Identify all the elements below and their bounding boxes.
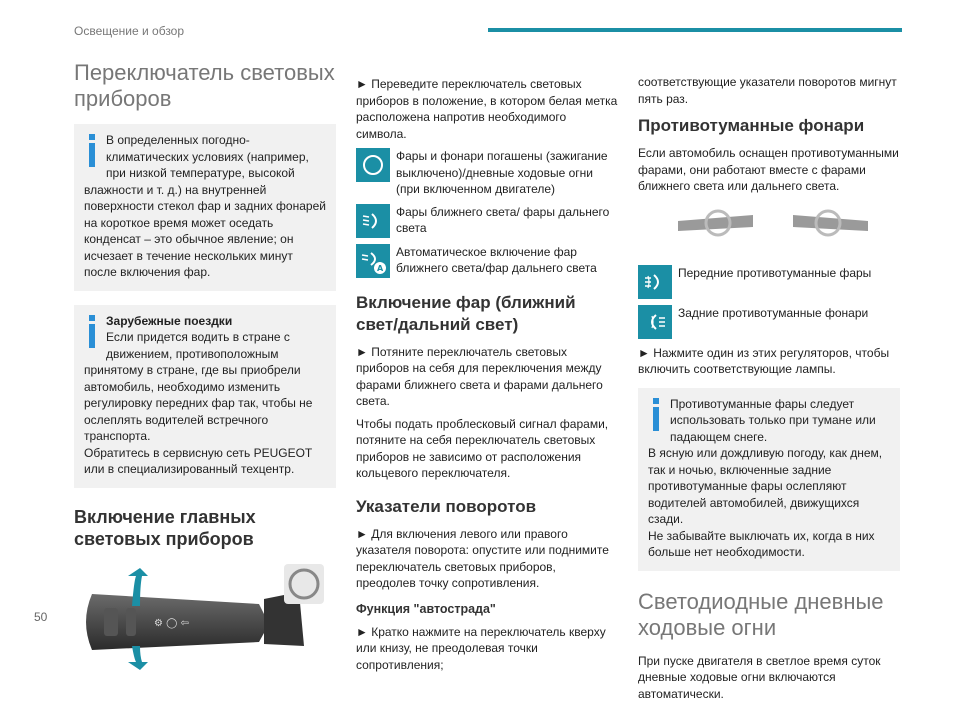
svg-text:A: A — [377, 263, 384, 273]
note-text: В ясную или дождливую погоду, как днем, так и ночью, включенные задние противотуманные фары ослепляют водителей автомобилей, движущихся сзади. — [648, 446, 883, 526]
instruction-text: ► Нажмите один из этих регуляторов, чтобы включить соответствующие лампы. — [638, 345, 890, 376]
heading-fog-lamps: Противотуманные фонари — [638, 116, 865, 135]
note-text: Противотуманные фары следует использовать только при тумане или падающем снеге. — [670, 396, 876, 444]
note-text: Не забывайте выключать их, когда в них больше нет необходимости. — [648, 528, 875, 559]
section-title-light-switch: Переключатель световых приборов — [74, 60, 335, 111]
dipped-beam-icon — [356, 204, 390, 238]
note-text: Если придется водить в стране с движением, противоположным принятому в стране, где вы приобрели автомобиль, необходимо изменить регулировку передних фар так, чтобы не ослеплять водителей встречного транспорта. — [84, 330, 313, 443]
column-2 — [356, 76, 618, 679]
lights-off-icon — [356, 148, 390, 182]
info-icon — [648, 398, 664, 434]
heading-indicators: Указатели поворотов — [356, 496, 537, 516]
symbol-row-auto — [356, 244, 618, 278]
symbol-desc: Фары и фонари погашены (зажигание выключено)/дневные ходовые огни (при включенном двигателе) — [396, 149, 608, 196]
stalk-illustration — [74, 564, 336, 674]
body-text: Чтобы подать проблесковый сигнал фарами, потяните на себя переключатель световых приборов не зависимо от расположения кольцевого переключателя. — [356, 416, 609, 480]
symbol-row-off — [356, 148, 618, 198]
note-title: Зарубежные поездки — [106, 313, 233, 328]
note-text: В определенных погодно-климатических условиях (например, при низкой температуре, высокой влажности и т. д.) на внутренней поверхности стекол фар и задних фонарей на короткое время может оседать конденсат – это обычное явление; он исчезает в течение нескольких минут после включения фар. — [84, 133, 326, 279]
heading-drl: Светодиодные дневные ходовые огни — [638, 588, 884, 640]
header-accent-bar — [488, 28, 902, 32]
info-icon — [84, 315, 100, 351]
subheading-motorway: Функция "автострада" — [356, 601, 496, 616]
auto-lights-icon — [356, 244, 390, 278]
rear-fog-icon — [638, 305, 672, 339]
instruction-text: ► Переведите переключатель световых приборов в положение, в котором белая метка расположена напротив необходимого символа. — [356, 77, 618, 141]
info-note-fog — [638, 388, 900, 571]
running-header: Освещение и обзор — [74, 24, 185, 38]
symbol-desc: Фары ближнего света/ фары дальнего света — [396, 204, 610, 235]
symbol-desc: Задние противотуманные фонари — [678, 305, 869, 320]
symbol-row-dipped — [356, 204, 618, 238]
body-text: При пуске двигателя в светлое время суток дневные ходовые огни включаются автоматически. — [638, 653, 881, 701]
symbol-row-front-fog — [638, 265, 900, 299]
symbol-desc: Автоматическое включение фар ближнего света/фар дальнего света — [396, 244, 597, 275]
symbol-row-rear-fog — [638, 305, 900, 339]
info-icon — [84, 134, 100, 170]
column-3 — [638, 74, 900, 708]
instruction-text: ► Кратко нажмите на переключатель кверху или книзу, не преодолевая точки сопротивления; — [356, 624, 606, 672]
page-number: 50 — [34, 610, 48, 624]
instruction-text: ► Потяните переключатель световых приборов на себя для переключения между фарами ближнего света и фарами дальнего света. — [356, 344, 603, 408]
fog-switch-illustration — [638, 201, 900, 259]
svg-text:⚙ ◯ ⇦: ⚙ ◯ ⇦ — [154, 617, 189, 629]
front-fog-icon — [638, 265, 672, 299]
body-text: соответствующие указатели поворотов мигнут пять раз. — [638, 75, 897, 106]
info-note-abroad — [74, 305, 336, 488]
heading-main-lights: Включение главных световых приборов — [74, 506, 256, 549]
body-text: Если автомобиль оснащен противотуманными фарами, они работают вместе с фарами ближнего света или дальнего света. — [638, 146, 899, 193]
instruction-text: ► Для включения левого или правого указателя поворота: опустите или поднимите переключатель световых приборов, преодолев точку сопротивления. — [356, 526, 609, 590]
column-1 — [74, 60, 336, 674]
heading-dipped-main: Включение фар (ближний свет/дальний свет) — [356, 292, 576, 334]
symbol-desc: Передние противотуманные фары — [678, 265, 872, 280]
info-note-condensation — [74, 124, 336, 291]
note-text: Обратитесь в сервисную сеть PEUGEOT или в специализированный техцентр. — [84, 445, 313, 476]
